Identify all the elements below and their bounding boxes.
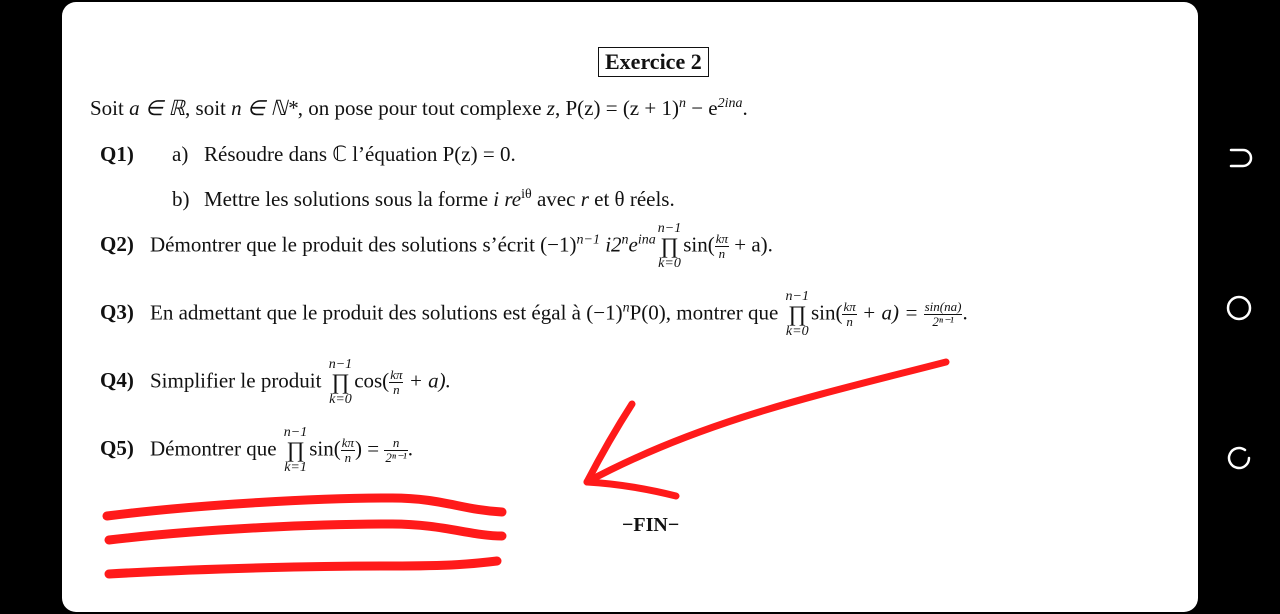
intro-minus: − e	[685, 96, 718, 120]
q5-label: Q5)	[100, 436, 134, 461]
recent-apps-button[interactable]	[1221, 440, 1257, 476]
q1-b-r: r	[580, 187, 589, 211]
q5-prod-bottom: k=1	[284, 459, 307, 475]
q3-part2: P(0), montrer que	[629, 300, 784, 325]
q2-after-prod: sin(	[683, 232, 715, 257]
recent-apps-icon	[1225, 444, 1253, 472]
annotation-underline-2	[109, 524, 502, 540]
q2-tail: + a).	[729, 232, 773, 257]
intro-end: .	[742, 96, 748, 120]
q3-rfrac-num: sin(na)	[924, 299, 962, 315]
q2-prod-symbol: ∏	[660, 233, 679, 258]
q2-label: Q2)	[100, 232, 134, 257]
intro-a-in-r: a ∈ ℝ	[129, 96, 186, 120]
intro-z: z	[546, 96, 555, 120]
q1-b-text-1: Mettre les solutions sous la forme	[204, 187, 494, 211]
annotation-underline-1	[107, 498, 502, 516]
q1-a-text: Résoudre dans ℂ l’équation P(z) = 0.	[204, 142, 516, 166]
q4-frac-den: n	[393, 381, 400, 397]
document-page	[62, 2, 1198, 612]
q3-rfrac-den: 2ⁿ⁻¹	[932, 313, 954, 329]
q2-exp2: n	[621, 232, 629, 248]
q4-frac-num: kπ	[390, 367, 403, 383]
q2-part2: i2	[599, 232, 622, 257]
q2-exp1: n−1	[576, 232, 600, 248]
q3-exp1: n	[622, 300, 630, 316]
q5-end: .	[407, 436, 413, 461]
annotation-layer	[62, 2, 1198, 612]
q3-frac-den: n	[846, 313, 853, 329]
q2-frac-den: n	[718, 245, 726, 261]
intro-prefix: Soit	[90, 96, 130, 120]
home-button[interactable]	[1221, 290, 1257, 326]
back-button[interactable]	[1221, 140, 1257, 176]
intro-mid: , soit	[185, 96, 232, 120]
q5-prod-top: n−1	[283, 425, 308, 440]
q1-b-form: i re	[493, 187, 522, 211]
q1-b-text-3: et θ réels.	[588, 187, 675, 211]
q3-after-prod: sin(	[810, 300, 843, 325]
q3-prod-top: n−1	[785, 289, 809, 304]
q4-prod-bottom: k=0	[329, 391, 352, 407]
q1-b-text-2: avec	[531, 187, 581, 211]
annotation-arrow-shaft	[587, 362, 946, 482]
fin-marker: −FIN−	[622, 514, 680, 536]
q2-part3: e	[628, 232, 638, 257]
q4-tail: + a).	[403, 368, 451, 393]
intro-exp-n: n	[678, 96, 686, 111]
q3-mid: + a) =	[856, 300, 924, 325]
q5-after-prod: sin(	[309, 436, 341, 461]
q1-b-form-exp: iθ	[521, 187, 532, 202]
q2-prod-top: n−1	[657, 221, 682, 236]
q3-prod-symbol: ∏	[788, 301, 807, 326]
q5-rfrac-num: n	[384, 436, 407, 451]
navigation-bar	[1198, 0, 1280, 614]
q4-prod-top: n−1	[328, 357, 353, 372]
q5-prod-symbol: ∏	[286, 437, 305, 462]
q4-text: Simplifier le produit	[150, 368, 327, 393]
q1-a-label: a)	[172, 142, 189, 166]
q4-label: Q4)	[100, 368, 134, 393]
q2-prod-bottom: k=0	[658, 255, 681, 271]
q1-label: Q1)	[100, 142, 134, 166]
intro-exp-2ina: 2ina	[717, 96, 743, 111]
q5-rfrac-den: 2ⁿ⁻¹	[385, 449, 407, 465]
q5-mid: ) =	[355, 436, 385, 461]
q5-frac-den: n	[344, 449, 352, 465]
intro-formula: , P(z) = (z + 1)	[554, 96, 679, 120]
q3-frac-num: kπ	[843, 299, 856, 315]
q3-end: .	[962, 300, 968, 325]
q3-prod-bottom: k=0	[785, 323, 809, 339]
q2-frac-num: kπ	[715, 231, 729, 247]
q5-text: Démontrer que	[150, 436, 282, 461]
intro-rest: , on pose pour tout complexe	[297, 96, 547, 120]
q3-text: En admettant que le produit des solutions est égal à (−1)	[150, 300, 623, 325]
q2-exp3: ina	[637, 232, 656, 248]
annotation-underline-3	[109, 561, 497, 574]
exercise-title: Exercice 2	[598, 47, 709, 77]
q5-frac-num: kπ	[341, 435, 355, 451]
q4-prod-symbol: ∏	[331, 369, 350, 394]
q1-b-label: b)	[172, 187, 190, 211]
q4-after-prod: cos(	[354, 368, 390, 393]
home-icon	[1224, 293, 1254, 323]
q2-text: Démontrer que le produit des solutions s’écrit (−1)	[150, 232, 577, 257]
q3-label: Q3)	[100, 300, 134, 325]
intro-n-in-n: n ∈ ℕ*	[231, 96, 298, 120]
back-icon	[1225, 144, 1253, 172]
